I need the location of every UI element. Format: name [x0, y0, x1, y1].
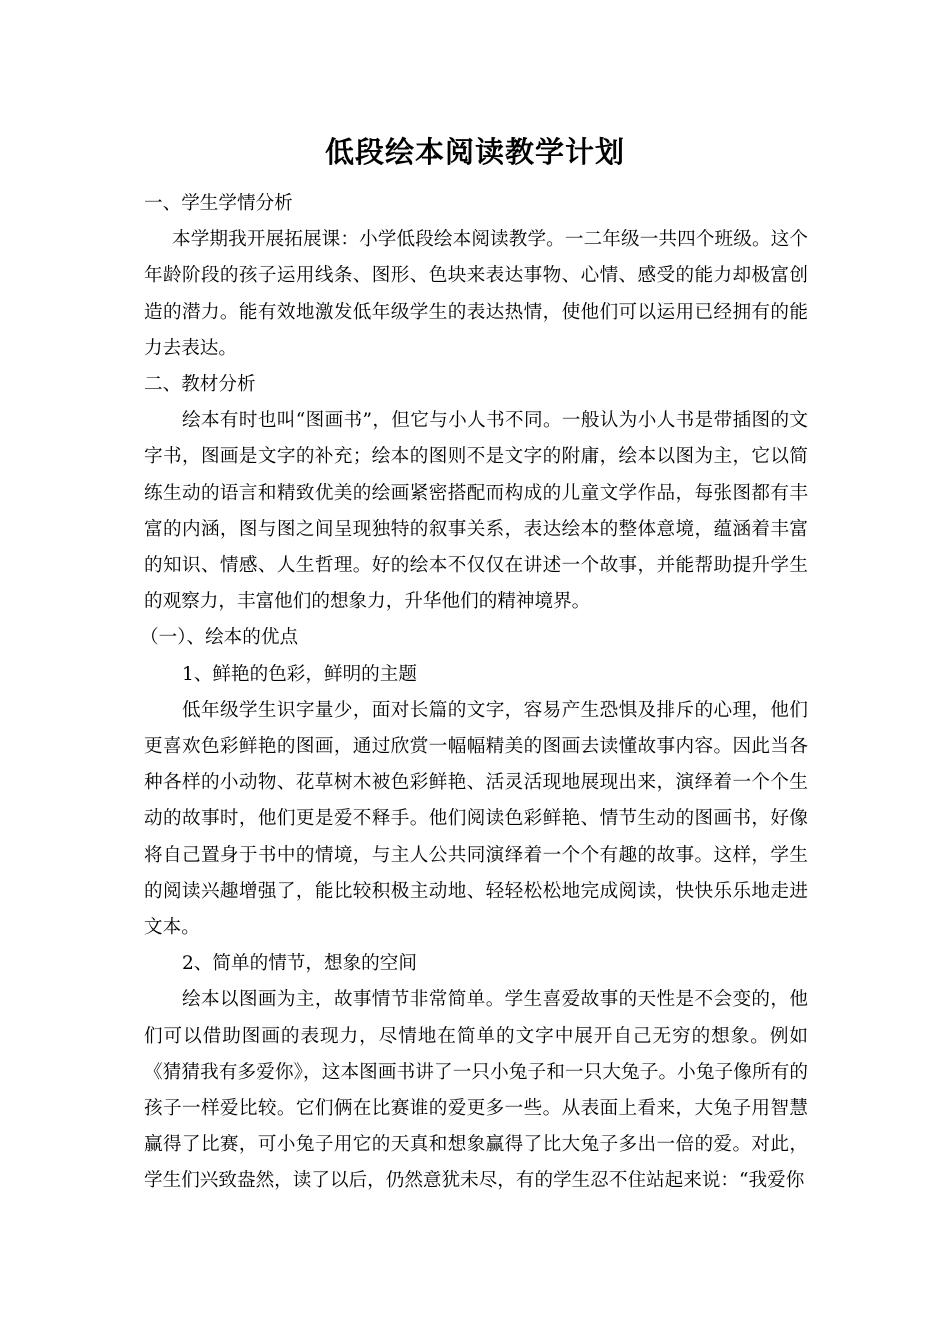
subheading-colors-theme: 1、鲜艳的色彩，鲜明的主题: [182, 663, 417, 685]
paragraph-material-analysis: 绘本有时也叫“图画书”，但它与小人书不同。一般认为小人书是带插图的文字书，图画是文字的补充；绘本的图则不是文字的附庸，绘本以图为主，它以简练生动的语言和精致优美的绘画紧密搭配而构成的儿童文学作品，每张图都有丰富的内涵，图与图之间呈现独特的叙事关系，表达绘本的整体意境，蕴涵着丰富的知识、情感、人生哲理。好的绘本不仅仅在讲述一个故事，并能帮助提升学生的观察力，丰富他们的想象力，升华他们的精神境界。: [144, 410, 808, 613]
section-heading-advantages: （一）、绘本的优点: [140, 627, 299, 649]
subheading-plot-imagination: 2、简单的情节，想象的空间: [182, 953, 417, 975]
paragraph-plot-imagination: 绘本以图画为主，故事情节非常简单。学生喜爱故事的天性是不会变的，他们可以借助图画的表现力，尽情地在简单的文字中展开自己无穷的想象。例如《猜猜我有多爱你》，这本图画书讲了一只小兔子和一只大兔子。小兔子像所有的孩子一样爱比较。它们俩在比赛谁的爱更多一些。从表面上看来，大兔子用智慧赢得了比赛，可小兔子用它的天真和想象赢得了比大兔子多出一倍的爱。对此，学生们兴致盎然，读了以后，仍然意犹未尽，有的学生忍不住站起来说：“我爱你: [144, 989, 808, 1192]
paragraph-student-analysis: 本学期我开展拓展课：小学低段绘本阅读教学。一二年级一共四个班级。这个年龄阶段的孩子运用线条、图形、色块来表达事物、心情、感受的能力却极富创造的潜力。能有效地激发低年级学生的表达热情，使他们可以运用已经拥有的能力去表达。: [144, 229, 808, 359]
paragraph-colors-theme: 低年级学生识字量少，面对长篇的文字，容易产生恐惧及排斥的心理，他们更喜欢色彩鲜艳的图画，通过欣赏一幅幅精美的图画去读懂故事内容。因此当各种各样的小动物、花草树木被色彩鲜艳、活灵活现地展现出来，演绎着一个个生动的故事时，他们更是爱不释手。他们阅读色彩鲜艳、情节生动的图画书，好像将自己置身于书中的情境，与主人公共同演绎着一个个有趣的故事。这样，学生的阅读兴趣增强了，能比较积极主动地、轻轻松松地完成阅读，快快乐乐地走进文本。: [144, 699, 808, 939]
document-body: [140, 186, 808, 1200]
section-heading-student-analysis: 一、学生学情分析: [144, 193, 293, 214]
section-heading-material-analysis: 二、教材分析: [144, 374, 256, 396]
document-title: 低段绘本阅读教学计划: [324, 135, 625, 169]
